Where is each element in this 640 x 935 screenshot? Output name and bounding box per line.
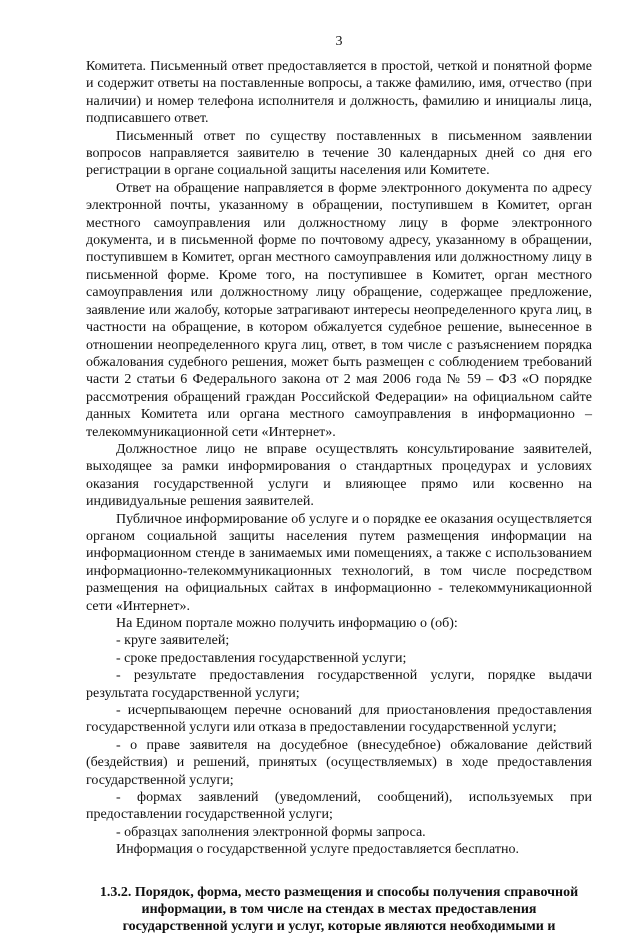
paragraph-response-delivery: Ответ на обращение направляется в форме электронного документа по адресу электронной почты, указанному в обращении, поступившем в Комитет, орган местного самоуправления или должностному лицу в форме электронного документа, и в письменной форме по почтовому адресу, указанному в обращении, поступившем в Комитет, орган местного самоуправления или должностному лицу в письменной форме. Кроме того, на поступившее в Комитет, орган местного самоуправления или должностному лицу обращение, содержащее предложение, заявление или жалобу, которые затрагивают интересы неопределенного круга лиц, в частности на обращение, в котором обжалуется судебное решение, вынесенное в отношении неопределенного круга лиц, ответ, в том числе с разъяснением порядка обжалования судебного решения, может быть размещен с соблюдением требований части 2 статьи 6 Федерального закона от 2 мая 2006 года № 59 – ФЗ «О порядке рассмотрения обращений граждан Российской Федерации» на официальном сайте данных Комитета или органа местного самоуправления в информационно – телекоммуникационной сети «Интернет». (86, 180, 592, 440)
list-item: - образцах заполнения электронной формы запроса. (116, 824, 426, 840)
page-number: 3 (335, 34, 343, 49)
portal-info-list (86, 632, 592, 841)
paragraph-consultation-limits: Должностное лицо не вправе осуществлять консультирование заявителей, выходящее за рамки информирования о стандартных процедурах и условиях оказания государственной услуги и влияющее прямо или косвенно на индивидуальные решения заявителей. (86, 441, 592, 510)
paragraph-free-of-charge: Информация о государственной услуге предоставляется бесплатно. (116, 842, 519, 858)
list-item: - о праве заявителя на досудебное (внесудебное) обжалование действий (бездействия) и решений, принятых (осуществляемых) в ходе предоставления государственной услуги; (86, 737, 592, 788)
list-item: - круге заявителей; (116, 633, 230, 649)
paragraph-portal-intro: На Едином портале можно получить информацию о (об): (116, 616, 458, 631)
paragraph-response-content: Комитета. Письменный ответ предоставляется в простой, четкой и понятной форме и содержит ответы на поставленные вопросы, а также фамилию, имя, отчество (при наличии) и номер телефона исполнителя и должность, фамилию и инициалы лица, подписавшего ответ. (86, 59, 592, 127)
list-item: - исчерпывающем перечне оснований для приостановления предоставления государственной услуги или отказа в предоставлении государственной услуги; (86, 703, 592, 736)
paragraph-public-informing: Публичное информирование об услуге и о порядке ее оказания осуществляется органом социальной защиты населения путем размещения информации на информационном стенде в занимаемых ими помещениях, а также с использованием информационно-телекоммуникационных технологий, в том числе посредством размещения на официальных сайтах в информационно - телекоммуникационной сети «Интернет». (86, 511, 592, 614)
paragraph-response-deadline: Письменный ответ по существу поставленных в письменном заявлении вопросов направляется заявителю в течение 30 календарных дней со дня его регистрации в органе социальной защиты населения или Комитете. (86, 128, 592, 179)
list-item: - результате предоставления государственной услуги, порядке выдачи результата государственной услуги; (86, 668, 592, 701)
list-item: - сроке предоставления государственной услуги; (116, 650, 407, 666)
list-item: - формах заявлений (уведомлений, сообщений), используемых при предоставлении государственной услуги; (86, 790, 592, 823)
section-heading: 1.3.2. Порядок, форма, место размещения и способы получения справочной информации, в том числе на стендах в местах предоставления государственной услуги и услуг, которые являются необходимыми и (99, 884, 579, 934)
